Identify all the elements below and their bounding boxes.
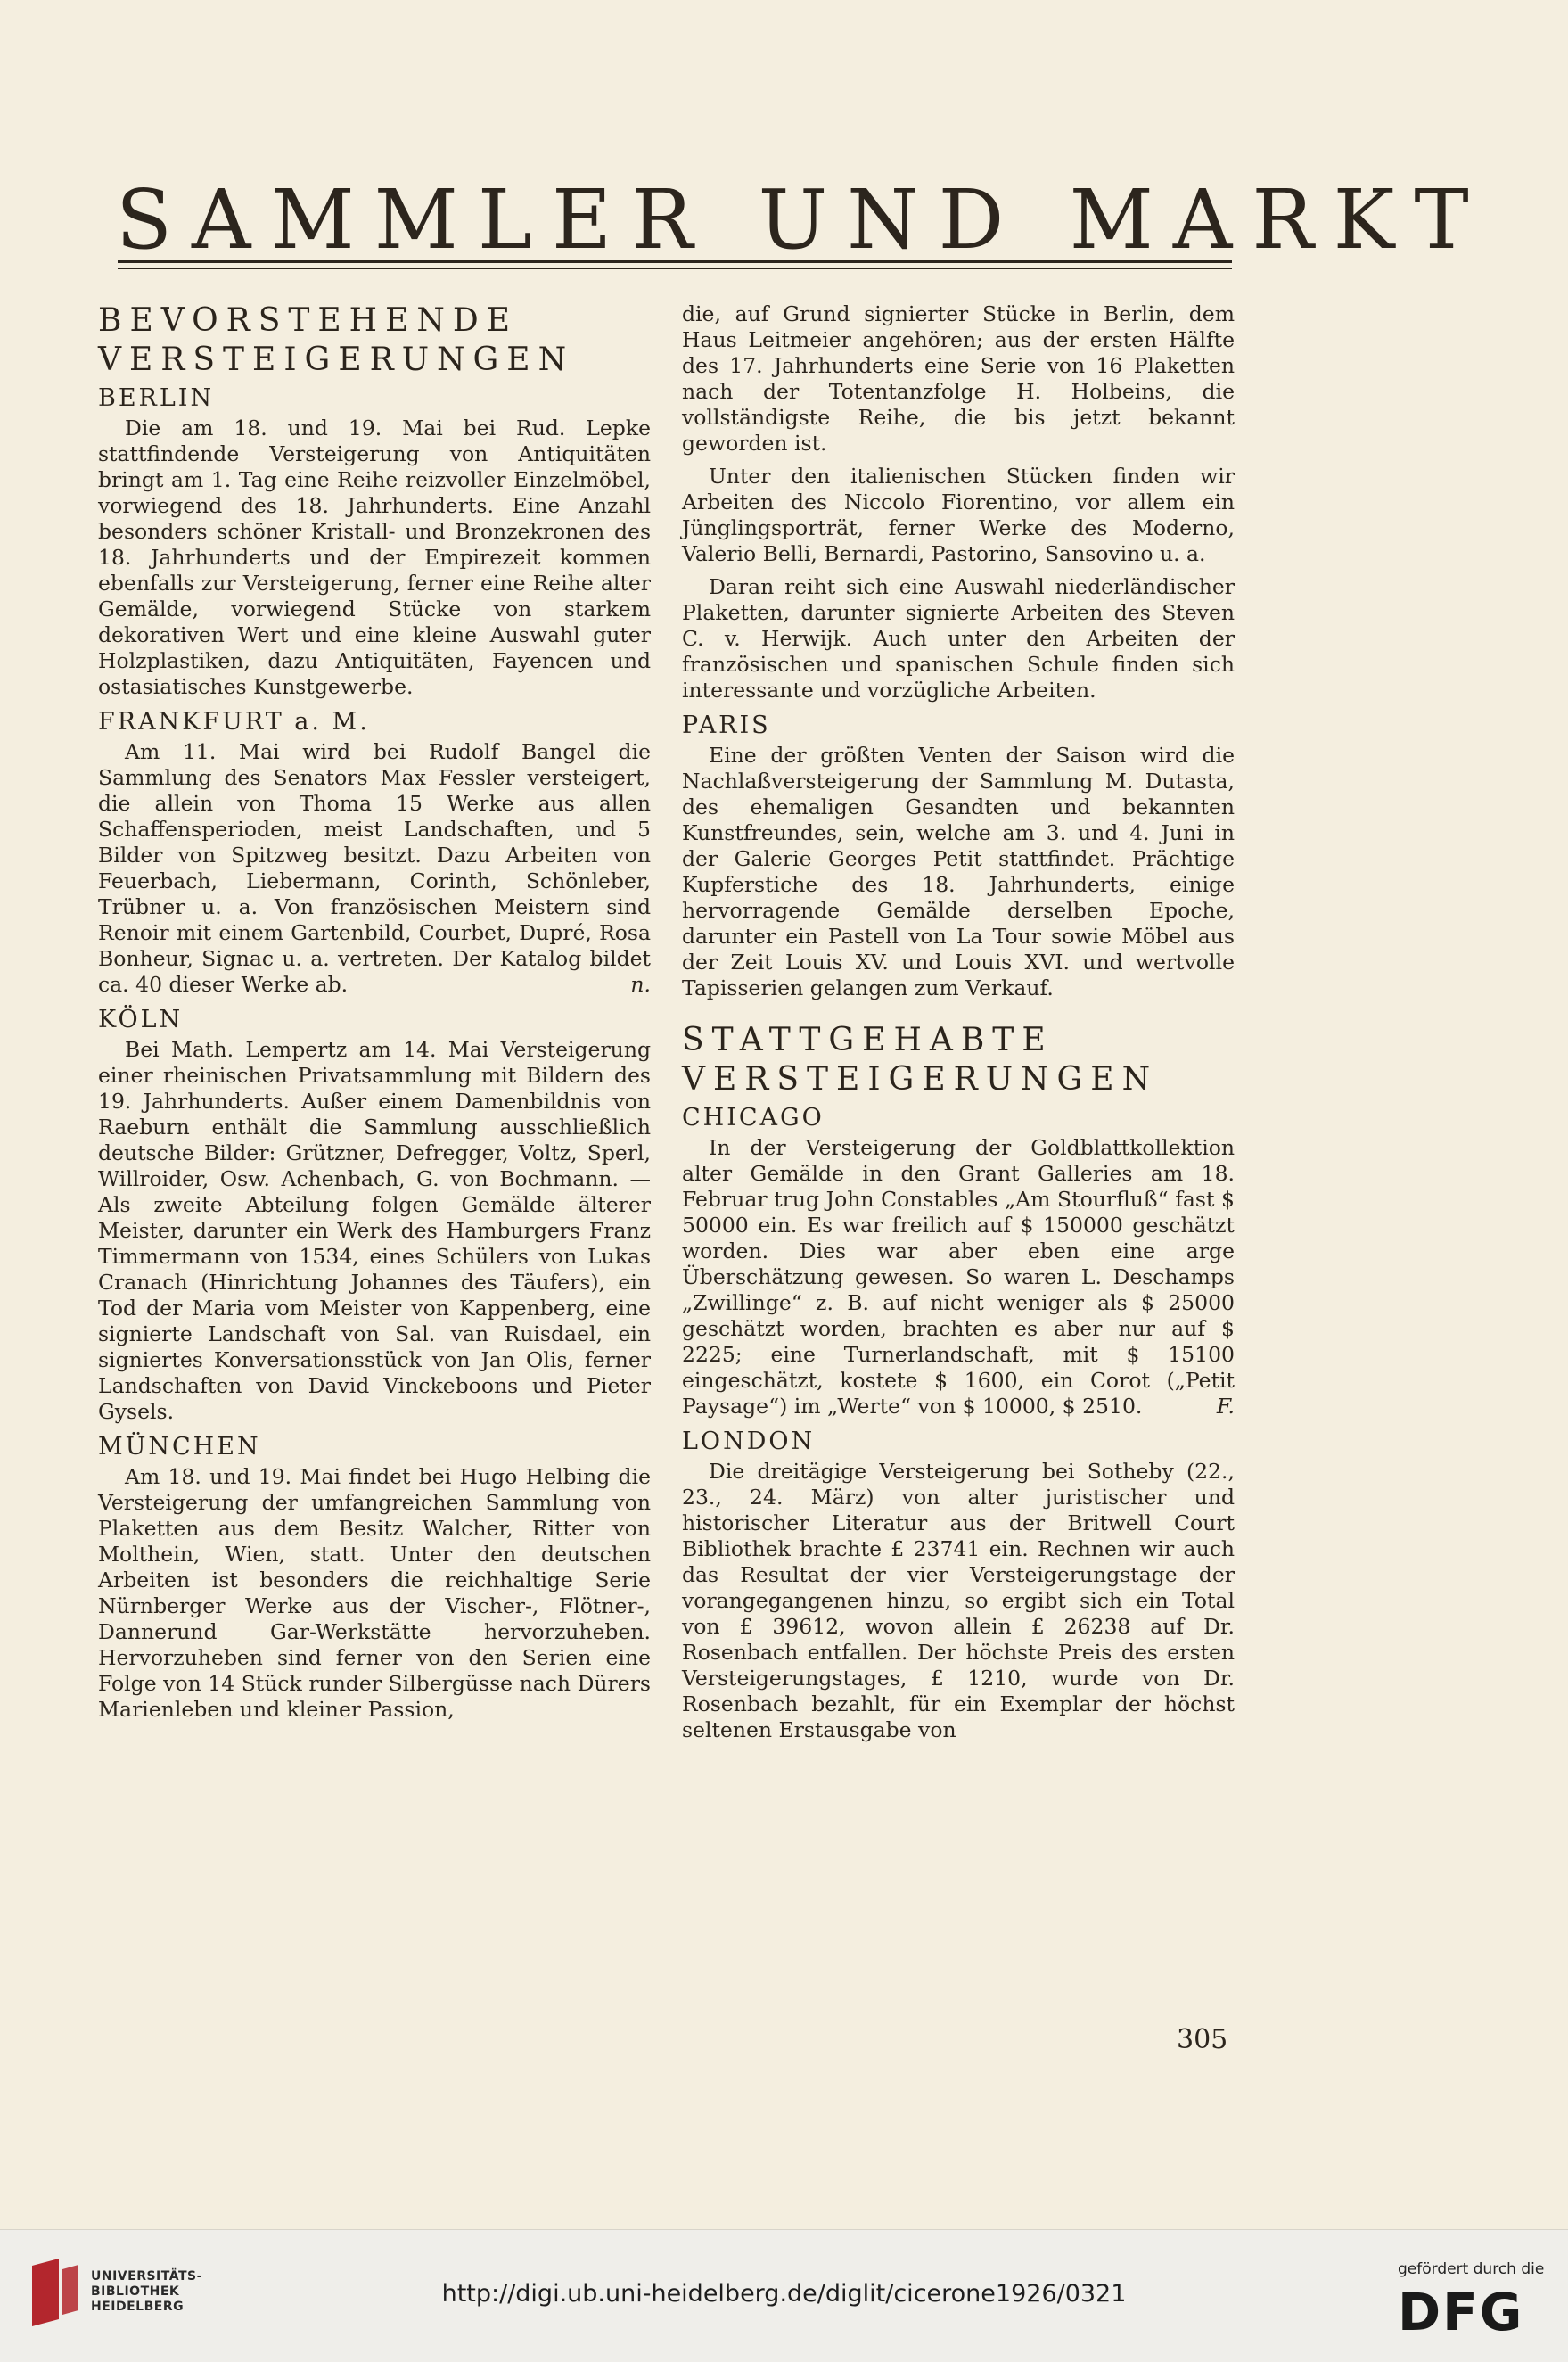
paragraph-london: Die dreitägige Versteigerung bei Sotheby (22., 23., 24. März) von alter juristischer und historischer Literatur aus der Britwell Court Bibliothek brachte £ 23741 ein. Rechnen wir auch das Resultat der vier Versteigerungstage der vorangegangenen hinzu, so ergibt sich ein Total von £ 39612, wovon allein £ 26238 auf Dr. Rosenbach entfallen. Der höchste Preis des ersten Versteigerungstages, £ 1210, wurde von Dr. Rosenbach bezahlt, für ein Exemplar der höchst seltenen Erstausgabe von: [682, 1459, 1235, 1742]
paragraph-chicago-text: In der Versteigerung der Goldblattkollektion alter Gemälde in den Grant Galleries am 18. Februar trug John Constables „Am Stourfluß“ fast $ 50000 ein. Es war freilich auf $ 150000 geschätzt worden. Dies war aber eben eine arge Überschätzung gewesen. So waren L. Deschamps „Zwillinge“ z. B. auf nicht weniger als $ 25000 geschätzt worden, brachten es aber nur auf $ 2225; eine Turnerlandschaft, mit $ 15100 eingeschätzt, kostete $ 1600, ein Corot („Petit Paysage“) im „Werte“ von $ 10000, $ 2510.: [682, 1135, 1235, 1419]
source-url-link[interactable]: http://digi.ub.uni-heidelberg.de/diglit/cicerone1926/0321: [441, 2280, 1127, 2308]
paragraph-chicago: [682, 1135, 1235, 1420]
section-heading-2-line2: VERSTEIGERUNGEN: [682, 1061, 1159, 1098]
paragraph-frankfurt-text: Am 11. Mai wird bei Rudolf Bangel die Sammlung des Senators Max Fessler versteigert, die allein von Thoma 15 Werke aus allen Schaffensperioden, meist Landschaften, und 5 Bilder von Spitzweg besitzt. Dazu Arbeiten von Feuerbach, Liebermann, Corinth, Schönleber, Trübner u. a. Von französischen Meistern sind Renoir mit einem Gartenbild, Courbet, Dupré, Rosa Bonheur, Signac u. a. vertreten. Der Katalog bildet ca. 40 dieser Werke ab.: [98, 739, 651, 997]
paragraph-koeln: Bei Math. Lempertz am 14. Mai Versteigerung einer rheinischen Privatsammlung mit Bildern des 19. Jahrhunderts. Außer einem Damenbildnis von Raeburn enthält die Sammlung ausschließlich deutsche Bilder: Grützner, Defregger, Voltz, Sperl, Willroider, Osw. Achenbach, G. von Bochmann. — Als zweite Abteilung folgen Gemälde älterer Meister, darunter ein Werk des Hamburgers Franz Timmermann von 1534, eines Schülers von Lukas Cranach (Hinrichtung Johannes des Täufers), ein Tod der Maria vom Meister von Kappenberg, eine signierte Landschaft von Sal. van Ruisdael, ein signiertes Konversationsstück von Jan Olis, ferner Landschaften von David Vinckeboons und Pieter Gysels.: [98, 1037, 651, 1424]
city-heading-london: LONDON: [682, 1428, 816, 1455]
section-heading-2-line1: STATTGEHABTE: [682, 1022, 1054, 1058]
page-title: SAMMLER UND MARKT: [116, 172, 1489, 267]
city-heading-chicago: CHICAGO: [682, 1104, 825, 1132]
author-sign: n.: [630, 972, 651, 997]
paragraph-muenchen-continued: die, auf Grund signierter Stücke in Berlin, dem Haus Leitmeier angehören; aus der ersten Hälfte des 17. Jahrhunderts eine Serie von 16 Plaketten nach der Totentanzfolge H. Holbeins, die vollständigste Reihe, die bis jetzt bekannt geworden ist.: [682, 301, 1235, 456]
library-name-line2: BIBLIOTHEK: [91, 2284, 180, 2299]
paragraph-italian: Unter den italienischen Stücken finden wir Arbeiten des Niccolo Fiorentino, vor allem ein Jünglingsporträt, ferner Werke des Moderno, Valerio Belli, Bernardi, Pastorino, Sansovino u. a.: [682, 464, 1235, 566]
library-name-line1: UNIVERSITÄTS-: [91, 2269, 202, 2284]
city-heading-koeln: KÖLN: [98, 1006, 184, 1033]
section-heading-line2: VERSTEIGERUNGEN: [98, 342, 575, 378]
library-name-line3: HEIDELBERG: [91, 2300, 185, 2314]
city-heading-paris: PARIS: [682, 712, 771, 739]
city-heading-muenchen: MÜNCHEN: [98, 1433, 261, 1461]
right-column: [682, 301, 1235, 1750]
section-heading-line1: BEVORSTEHENDE: [98, 302, 518, 339]
page-number: 305: [1177, 2024, 1228, 2055]
paragraph-muenchen: Am 18. und 19. Mai findet bei Hugo Helbing die Versteigerung der umfangreichen Sammlung von Plaketten aus dem Besitz Walcher, Ritter von Molthein, Wien, statt. Unter den deutschen Arbeiten ist besonders die reichhaltige Serie Nürnberger Werke aus der Vischer-, Flötner-, Dannerund Gar-Werkstätte hervorzuheben. Hervorzuheben sind ferner von den Serien eine Folge von 14 Stück runder Silbergüsse nach Dürers Marienleben und kleiner Passion,: [98, 1464, 651, 1722]
footer-bar: [0, 2229, 1568, 2362]
paragraph-paris: Eine der größten Venten der Saison wird die Nachlaßversteigerung der Sammlung M. Dutasta, des ehemaligen Gesandten und bekannten Kunstfreundes, sein, welche am 3. und 4. Juni in der Galerie Georges Petit stattfindet. Prächtige Kupferstiche des 18. Jahrhunderts, einige hervorragende Gemälde derselben Epoche, darunter ein Pastell von La Tour sowie Möbel aus der Zeit Louis XV. und Louis XVI. und wertvolle Tapisserien gelangen zum Verkauf.: [682, 743, 1235, 1000]
title-rule-thick: [118, 260, 1232, 263]
paragraph-dutch: Daran reiht sich eine Auswahl niederländischer Plaketten, darunter signierte Arbeiten des Steven C. v. Herwijk. Auch unter den Arbeiten der französischen und spanischen Schule finden sich interessante und vorzügliche Arbeiten.: [682, 574, 1235, 703]
paragraph-berlin: Die am 18. und 19. Mai bei Rud. Lepke stattfindende Versteigerung von Antiquitäten bringt am 1. Tag eine Reihe reizvoller Einzelmöbel, vorwiegend des 18. Jahrhunderts. Eine Anzahl besonders schöner Kristall- und Bronzekronen des 18. Jahrhunderts und der Empirezeit kommen ebenfalls zur Versteigerung, ferner eine Reihe alter Gemälde, vorwiegend Stücke von starkem dekorativen Wert und eine kleine Auswahl guter Holzplastiken, dazu Antiquitäten, Fayencen und ostasiatisches Kunstgewerbe.: [98, 416, 651, 699]
funding-caption: gefördert durch die: [1398, 2260, 1545, 2278]
paragraph-frankfurt: [98, 739, 651, 998]
city-heading-berlin: BERLIN: [98, 384, 215, 412]
dfg-logo: DFG: [1398, 2282, 1524, 2342]
left-column: [98, 301, 651, 1730]
author-sign: F.: [1216, 1394, 1235, 1419]
city-heading-frankfurt: FRANKFURT a. M.: [98, 708, 370, 736]
title-rule-thin: [118, 268, 1232, 269]
